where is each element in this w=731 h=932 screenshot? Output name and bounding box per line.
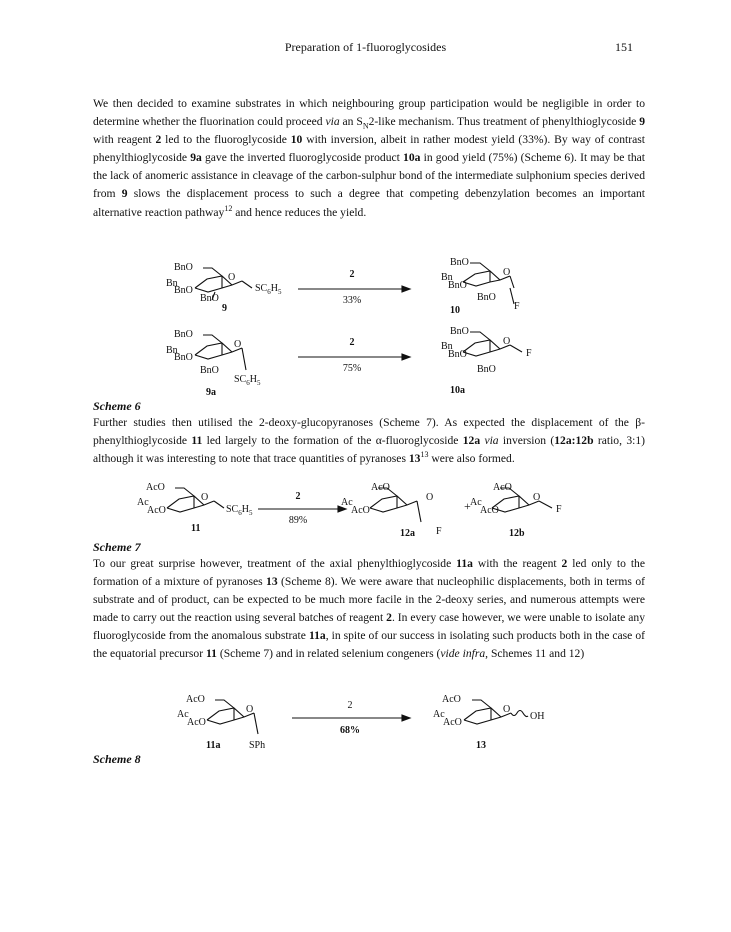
compound-ref: 9 [121,187,128,201]
compound-ref: 10 [290,133,303,147]
compound-number: 10a [450,385,465,396]
group-label: BnO [174,262,193,273]
compound-ref: 11a [456,557,473,570]
page-number: 151 [615,40,633,54]
fluorine-label: F [514,301,520,312]
compound-ref: 11a [308,629,326,643]
text: N [362,121,369,131]
yield-label: 33% [342,295,362,306]
group-label: BnO [174,285,193,296]
text: vide infra [440,647,486,661]
running-title: Preparation of 1-fluoroglycosides [284,40,447,54]
group-label: BnO [200,365,219,376]
compound-number: 11 [191,523,201,534]
plus-sign: + [464,499,471,513]
group-label: OH [530,711,545,722]
compound-number: 9 [222,303,227,314]
compound-ref: 12a:12b [554,434,594,448]
group-label: AcO [371,482,390,493]
group-label: Ac [137,497,149,508]
bond [254,713,258,734]
compound-ref: 11 [206,647,217,661]
group-label: BnO [450,326,469,337]
yield-label: 68% [340,725,360,736]
compound-ref: 11 [191,434,203,448]
group-label: BnO [174,329,193,340]
group-label: Bn [441,341,453,352]
compound-ref: 10a [403,151,421,165]
group-label: BnO [174,352,193,363]
text: with reagent [93,133,156,147]
group-label: AcO [146,482,165,493]
text: with the reagent [472,557,562,570]
reference: 13 [420,450,429,460]
yield-label: 75% [342,363,362,374]
group-label: SPh [249,740,266,751]
group-label: BnO [477,292,496,303]
reagent-label: 2 [349,337,355,348]
ring-oxygen: O [234,339,242,350]
text: ratio, 3:1) although it was interesting to note that trace quantities of pyranoses [93,434,645,466]
text: and hence reduces the yield. [232,205,367,219]
text: led only to the formation of a mixture of pyranoses [93,557,645,589]
group-label: AcO [187,717,206,728]
group-label: Ac [433,709,445,720]
ring-oxygen: O [503,704,511,715]
compound-ref: 2 [386,611,392,625]
ring-oxygen: O [503,336,511,347]
ring-oxygen: O [246,704,254,715]
compound-number: 10 [450,305,460,316]
ring-oxygen: O [228,272,236,283]
text: via [484,434,499,448]
group-label: BnO [200,293,219,304]
ring-oxygen: O [426,492,434,503]
group-label: $SC_6H_5$ [234,374,261,387]
group-label: Bn [166,345,178,356]
text: in good yield (75%) (Scheme 6). It may be that the lack of anomeric assistance in cleavage of the carbon-sulphur bond of the intermediate sulphonium species derived from [93,151,645,201]
group-label: AcO [493,482,512,493]
text: inversion ( [498,434,555,448]
wavy-bond [511,711,528,717]
fluorine-label: F [556,504,562,515]
compound-number: 13 [476,740,486,751]
yield-label: 89% [288,515,308,526]
arrowhead [402,715,410,721]
text: led largely to the formation of the α-fluoroglycoside [202,434,463,448]
group-label: AcO [443,717,462,728]
bond [472,700,491,708]
text: slows the displacement process to such a degree that competing debenzylation becomes an important alternative reaction pathway [93,187,645,219]
text: , Schemes 11 and 12) [485,647,585,661]
fluorine-label: F [436,526,442,537]
group-label: Ac [341,497,353,508]
group-label: $SC_6H_5$ [255,283,282,296]
group-label: AcO [147,505,166,516]
ring-oxygen: O [533,492,541,503]
group-label: Bn [441,272,453,283]
text: were also formed. [428,452,515,466]
group-label: BnO [448,280,467,291]
compound-ref: 13 [266,575,278,589]
scheme-7-label: Scheme 7 [93,540,141,554]
reagent-label: 2 [295,491,301,502]
text: gave the inverted fluoroglycoside product [201,151,404,165]
group-label: Bn [166,278,178,289]
text: Further studies then utilised the 2-deoxy-glucopyranoses (Scheme 7). As expected the displacement of the β-phenylthioglycoside [93,416,645,448]
compound-number: 12a [400,528,415,539]
group-label: AcO [442,694,461,705]
group-label: AcO [351,505,370,516]
group-label: $SC_6H_5$ [226,504,253,517]
text: with inversion, albeit in rather modest yield (33%). By way of contrast phenylthioglycoside [93,133,645,165]
fluorine-label: F [526,348,532,359]
compound-number: 9a [206,387,216,398]
text: , in spite of our success in isolating such products both in the case of the equatorial precursor [93,629,645,661]
text: 2-like mechanism. Thus treatment of phenylthioglycoside [368,115,640,129]
compound-ref: 9 [639,115,645,129]
group-label: AcO [480,505,499,516]
text: (Scheme 7) and in related selenium congeners ( [216,647,441,661]
compound-ref: 9a [190,151,202,165]
text: (Scheme 8). We were aware that nucleophilic displacements, both in terms of substrate and of product, can be expected to be much more facile in the 2-deoxy series, and numerous attempts were made to carry out the reaction using several batches of reagent [93,575,645,625]
text: an S [339,115,363,129]
group-label: Ac [470,497,482,508]
text: led to the fluoroglycoside [161,133,291,147]
text: . In every case however, we were unable to isolate any fluoroglycoside from the anomalous substrate [93,611,645,643]
compound-ref: 2 [155,133,162,147]
compound-number: 12b [509,528,525,539]
group-label: BnO [450,257,469,268]
ring-oxygen: O [201,492,209,503]
scheme-8-label: Scheme 8 [93,752,141,766]
compound-ref: 12a [462,434,481,448]
group-label: BnO [477,364,496,375]
text: via [325,115,340,129]
bond [215,700,234,708]
reagent-label: 2 [349,269,355,280]
reagent-label: 2 [347,700,353,711]
reference: 12 [224,203,233,213]
ring-oxygen: O [503,267,511,278]
compound-number: 11a [206,740,221,751]
group-label: BnO [448,349,467,360]
group-label: Ac [177,709,189,720]
text: We then decided to examine substrates in which neighbouring group participation would be negligible in order to determine whether the fluorination could proceed [93,97,645,129]
text: To our great surprise however, treatment of the axial phenylthioglycoside [93,557,457,570]
group-label: AcO [186,694,205,705]
compound-ref: 13 [408,452,421,466]
scheme-6-label: Scheme 6 [93,399,141,413]
compound-ref: 2 [561,557,568,570]
